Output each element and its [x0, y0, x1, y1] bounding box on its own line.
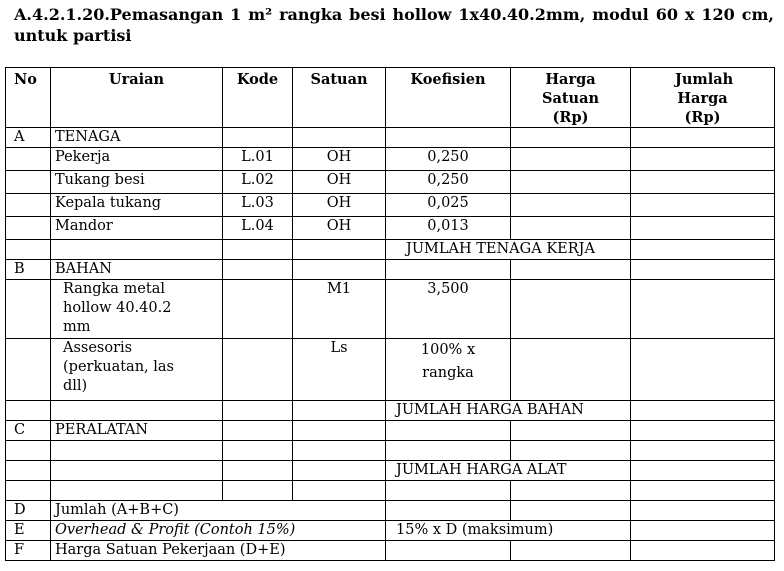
- header-row: [6, 68, 775, 128]
- item-satuan: OH: [293, 217, 386, 240]
- section-b-row: [6, 260, 775, 280]
- item-uraian: Assesoris (perkuatan, las dll): [51, 339, 223, 401]
- item-koefisien: 0,013: [386, 217, 511, 240]
- table-row: [6, 217, 775, 240]
- table-row: [6, 481, 775, 501]
- section-c-label: PERALATAN: [51, 421, 223, 441]
- section-e-label: Overhead & Profit (Contoh 15%): [51, 521, 386, 541]
- item-satuan: OH: [293, 194, 386, 217]
- table-row: [6, 148, 775, 171]
- section-a-row: [6, 128, 775, 148]
- header-jumlah-harga: Jumlah Harga (Rp): [631, 68, 775, 128]
- table-row: [6, 171, 775, 194]
- section-c-total-row: [6, 461, 775, 481]
- item-koefisien: 0,250: [386, 171, 511, 194]
- section-d-row: [6, 501, 775, 521]
- item-koefisien: 3,500: [386, 280, 511, 339]
- item-koefisien: 100% x rangka: [386, 339, 511, 401]
- section-f-no: F: [6, 541, 51, 561]
- table-row: [6, 441, 775, 461]
- section-c-no: C: [6, 421, 51, 441]
- table-row: [6, 194, 775, 217]
- item-satuan: M1: [293, 280, 386, 339]
- item-uraian: Tukang besi: [51, 171, 223, 194]
- item-koefisien: 0,025: [386, 194, 511, 217]
- header-uraian: Uraian: [51, 68, 223, 128]
- table-row: [6, 280, 775, 339]
- section-c-total-label: JUMLAH HARGA ALAT: [386, 461, 631, 481]
- item-kode: L.04: [223, 217, 293, 240]
- section-b-total-row: [6, 401, 775, 421]
- header-no: No: [6, 68, 51, 128]
- section-d-no: D: [6, 501, 51, 521]
- section-e-value: 15% x D (maksimum): [386, 521, 631, 541]
- item-satuan: OH: [293, 148, 386, 171]
- section-b-label: BAHAN: [51, 260, 223, 280]
- header-kode: Kode: [223, 68, 293, 128]
- page-title: A.4.2.1.20.Pemasangan 1 m² rangka besi hollow 1x40.40.2mm, modul 60 x 120 cm, untuk partisi: [14, 5, 774, 45]
- section-a-total-row: [6, 240, 775, 260]
- cost-analysis-table: [5, 67, 775, 561]
- section-a-no: A: [6, 128, 51, 148]
- item-uraian: Pekerja: [51, 148, 223, 171]
- item-koefisien: 0,250: [386, 148, 511, 171]
- section-a-label: TENAGA: [51, 128, 223, 148]
- section-d-label: Jumlah (A+B+C): [51, 501, 386, 521]
- item-satuan: OH: [293, 171, 386, 194]
- header-koefisien: Koefisien: [386, 68, 511, 128]
- item-satuan: Ls: [293, 339, 386, 401]
- item-kode: L.01: [223, 148, 293, 171]
- section-a-total-label: JUMLAH TENAGA KERJA: [386, 240, 631, 260]
- item-uraian: Mandor: [51, 217, 223, 240]
- section-e-no: E: [6, 521, 51, 541]
- table-row: [6, 339, 775, 401]
- section-e-row: [6, 521, 775, 541]
- item-uraian: Kepala tukang: [51, 194, 223, 217]
- item-uraian: Rangka metal hollow 40.40.2 mm: [51, 280, 223, 339]
- item-kode: L.02: [223, 171, 293, 194]
- header-satuan: Satuan: [293, 68, 386, 128]
- header-harga-satuan: Harga Satuan (Rp): [511, 68, 631, 128]
- item-kode: L.03: [223, 194, 293, 217]
- section-f-row: [6, 541, 775, 561]
- section-b-no: B: [6, 260, 51, 280]
- section-b-total-label: JUMLAH HARGA BAHAN: [386, 401, 631, 421]
- section-f-label: Harga Satuan Pekerjaan (D+E): [51, 541, 386, 561]
- section-c-row: [6, 421, 775, 441]
